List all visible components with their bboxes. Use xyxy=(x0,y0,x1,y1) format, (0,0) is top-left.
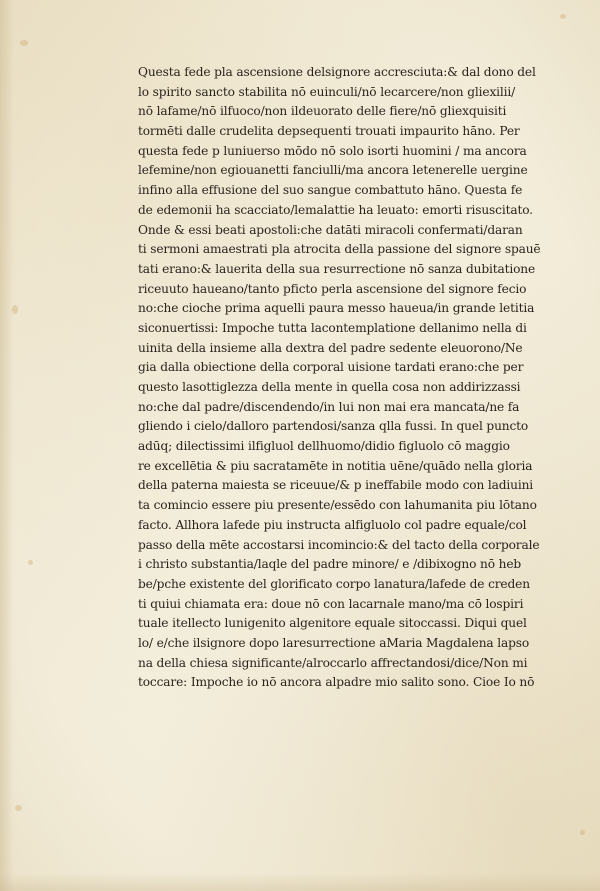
text-line: tati erano:& lauerita della sua resurrectione nō sanza dubitatione xyxy=(138,261,536,276)
text-line: na della chiesa significante/alroccarlo affrectandosi/dice/Non mi xyxy=(138,655,528,670)
text-line: infino alla effusione del suo sangue combattuto hāno. Questa fe xyxy=(138,183,523,198)
text-line: no:che cioche prima aquelli paura messo haueua/in grande letitia xyxy=(138,301,535,316)
text-line: nō lafame/nō ilfuoco/non ildeuorato delle fiere/nō gliexquisiti xyxy=(138,104,507,119)
text-line: ti quiui chiamata era: doue nō con lacarnale mano/ma cō lospiri xyxy=(138,596,524,611)
text-line: lefemine/non egiouanetti fanciulli/ma ancora letenerelle uergine xyxy=(138,163,528,178)
text-line: be/pche existente del glorificato corpo lanatura/lafede de creden xyxy=(138,576,530,591)
text-line: della paterna maiesta se riceuue/& p ineffabile modo con ladiuini xyxy=(138,478,534,493)
text-line: siconuertissi: Impoche tutta lacontemplatione dellanimo nella di xyxy=(138,320,527,335)
foxing-spot xyxy=(580,830,585,835)
text-line: gia dalla obiectione della corporal uisione tardati erano:che per xyxy=(138,360,524,375)
page-bottom-edge-shadow xyxy=(0,873,600,891)
foxing-spot xyxy=(28,560,33,565)
text-line: toccare: Impoche io nō ancora alpadre mio salito sono. Cioe Io nō xyxy=(138,675,535,690)
text-line: Onde & essi beati apostoli:che datāti miracoli confermati/daran xyxy=(138,222,523,237)
text-line: gliendo i cielo/dalloro partendosi/sanza qlla fussi. In quel puncto xyxy=(138,419,529,434)
text-line: riceuuto haueano/tanto pficto perla ascensione del signore fecio xyxy=(138,281,527,296)
text-line: ti sermoni amaestrati pla atrocita della passione del signore spauē xyxy=(138,242,541,257)
foxing-spot xyxy=(15,805,22,811)
text-line: Questa fede pla ascensione delsignore accresciuta:& dal dono del xyxy=(138,65,536,79)
text-line: tuale itellecto lunigenito algenitore equale sitoccassi. Diqui quel xyxy=(138,616,527,631)
text-line: questa fede p luniuerso mōdo nō solo isorti huomini / ma ancora xyxy=(138,143,527,158)
text-line: passo della mēte accostarsi incomincio:& del tacto della corporale xyxy=(138,537,540,552)
text-line: questo lasottiglezza della mente in quella cosa non addirizzassi xyxy=(138,380,521,394)
text-block xyxy=(138,63,563,693)
page-left-edge-shadow xyxy=(0,0,14,891)
text-line: i christo substantia/laqle del padre minore/ e /dibixogno nō heb xyxy=(138,557,522,572)
text-line: lo spirito sancto stabilita nō euinculi/nō lecarcere/non gliexilii/ xyxy=(138,84,516,99)
text-line: re excellētia & piu sacratamēte in notitia uēne/quādo nella gloria xyxy=(138,458,533,473)
text-line: ta comincio essere piu presente/essēdo con lahumanita piu lōtano xyxy=(138,498,537,513)
text-line: no:che dal padre/discendendo/in lui non mai era mancata/ne fa xyxy=(138,399,520,414)
text-line: lo/ e/che ilsignore dopo laresurrectione aMaria Magdalena lapso xyxy=(138,635,530,650)
foxing-spot xyxy=(12,305,18,314)
text-line: facto. Allhora lafede piu instructa alfigluolo col padre equale/col xyxy=(138,517,527,532)
foxing-spot xyxy=(560,14,566,19)
foxing-spot xyxy=(20,40,28,46)
text-line: de edemonii ha scacciato/lemalattie ha leuato: emorti risuscitato. xyxy=(138,202,533,217)
text-line: adūq; dilectissimi ilfigluol dellhuomo/didio figluolo cō maggio xyxy=(138,439,510,454)
text-line: uinita della insieme alla dextra del padre sedente eleuorono/Ne xyxy=(138,340,523,355)
text-line: tormēti dalle crudelita depsequenti trouati impaurito hāno. Per xyxy=(138,124,520,139)
